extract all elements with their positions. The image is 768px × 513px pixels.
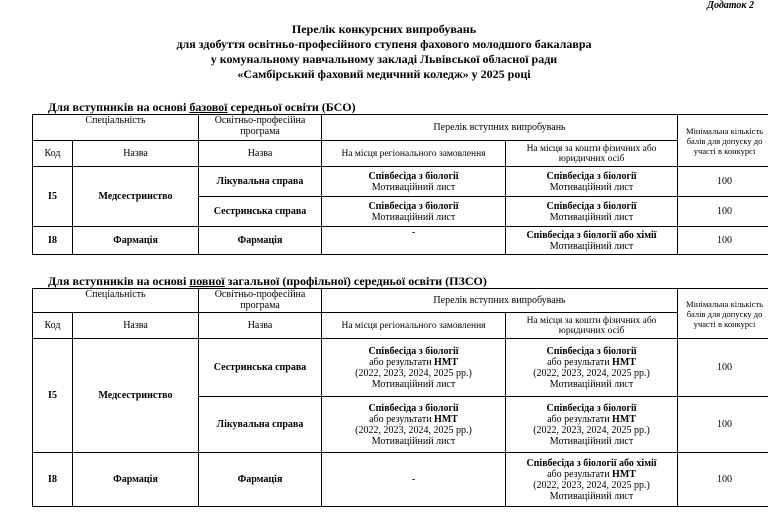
cell-min-score: 100 <box>678 453 768 507</box>
cell-min-score: 100 <box>678 339 768 397</box>
header-name: Назва <box>73 313 199 339</box>
header-exams-list: Перелік вступних випробувань <box>322 289 678 313</box>
cell-program: Сестринська справа <box>199 339 322 397</box>
title-line-1: Перелік конкурсних випробувань <box>291 22 477 36</box>
header-program-name: Назва <box>199 141 322 167</box>
cell-private-exams: Співбесіда з біології або хімії або результати НМТ (2022, 2023, 2024, 2025 рр.) Мотиваційний лист <box>506 453 678 507</box>
header-specialty: Спеціальність <box>33 115 199 141</box>
cell-private-exams: Співбесіда з біології або хімії Мотиваційний лист <box>506 227 678 255</box>
cell-program: Лікувальна справа <box>199 397 322 453</box>
header-regional: На місця регіонального замовлення <box>322 313 506 339</box>
cell-private-exams: Співбесіда з біології Мотиваційний лист <box>506 167 678 197</box>
header-exams-list: Перелік вступних випробувань <box>322 115 678 141</box>
cell-regional-exams: Співбесіда з біології Мотиваційний лист <box>322 167 506 197</box>
title-line-4: «Самбірський фаховий медичний коледж» у 2025 році <box>237 67 531 81</box>
header-code: Код <box>33 313 73 339</box>
cell-regional-exams: - <box>322 227 506 255</box>
table-row <box>33 227 768 255</box>
header-specialty: Спеціальність <box>33 289 199 313</box>
header-min-score: Мінімальна кількість балів для допуску до участі в конкурсі <box>678 115 768 167</box>
cell-regional-exams: Співбесіда з біології або результати НМТ (2022, 2023, 2024, 2025 рр.) Мотиваційний лист <box>322 397 506 453</box>
cell-regional-exams: Співбесіда з біології або результати НМТ (2022, 2023, 2024, 2025 рр.) Мотиваційний лист <box>322 339 506 397</box>
cell-private-exams: Співбесіда з біології або результати НМТ (2022, 2023, 2024, 2025 рр.) Мотиваційний лист <box>506 339 678 397</box>
cell-min-score: 100 <box>678 167 768 197</box>
cell-private-exams: Співбесіда з біології або результати НМТ (2022, 2023, 2024, 2025 рр.) Мотиваційний лист <box>506 397 678 453</box>
header-code: Код <box>33 141 73 167</box>
cell-min-score: 100 <box>678 227 768 255</box>
cell-regional-exams: - <box>322 453 506 507</box>
section2-table <box>32 288 768 507</box>
header-regional: На місця регіонального замовлення <box>322 141 506 167</box>
header-program: Освітньо-професійна програма <box>199 115 322 141</box>
section1-title: Для вступників на основі базової середньої освіти (БСО) <box>48 100 356 114</box>
cell-code: I5 <box>33 167 73 227</box>
document-title <box>0 22 768 82</box>
cell-code: I8 <box>33 453 73 507</box>
title-line-3: у комунальному навчальному закладі Львівської обласної ради <box>210 52 558 66</box>
cell-program: Лікувальна справа <box>199 167 322 197</box>
header-name: Назва <box>73 141 199 167</box>
annex-label: Додаток 2 <box>707 0 754 11</box>
cell-regional-exams: Співбесіда з біології Мотиваційний лист <box>322 197 506 227</box>
cell-code: I5 <box>33 339 73 453</box>
table-row <box>33 453 768 507</box>
section2-title: Для вступників на основі повної загальної (профільної) середньої освіти (ПЗСО) <box>48 274 487 288</box>
cell-code: I8 <box>33 227 73 255</box>
cell-program: Фармація <box>199 453 322 507</box>
table-row <box>33 167 768 197</box>
cell-specialty-name: Медсестринство <box>73 339 199 453</box>
cell-min-score: 100 <box>678 197 768 227</box>
title-line-2: для здобуття освітньо-професійного ступеня фахового молодшого бакалавра <box>176 37 592 51</box>
header-min-score: Мінімальна кількість балів для допуску до участі в конкурсі <box>678 289 768 339</box>
section1-table <box>32 114 768 255</box>
cell-specialty-name: Фармація <box>73 453 199 507</box>
header-private: На місця за кошти фізичних або юридичних осіб <box>506 141 678 167</box>
header-program-name: Назва <box>199 313 322 339</box>
cell-min-score: 100 <box>678 397 768 453</box>
cell-specialty-name: Фармація <box>73 227 199 255</box>
header-private: На місця за кошти фізичних або юридичних осіб <box>506 313 678 339</box>
header-program: Освітньо-професійна програма <box>199 289 322 313</box>
cell-program: Фармація <box>199 227 322 255</box>
cell-specialty-name: Медсестринство <box>73 167 199 227</box>
cell-private-exams: Співбесіда з біології Мотиваційний лист <box>506 197 678 227</box>
cell-program: Сестринська справа <box>199 197 322 227</box>
table-row <box>33 339 768 397</box>
